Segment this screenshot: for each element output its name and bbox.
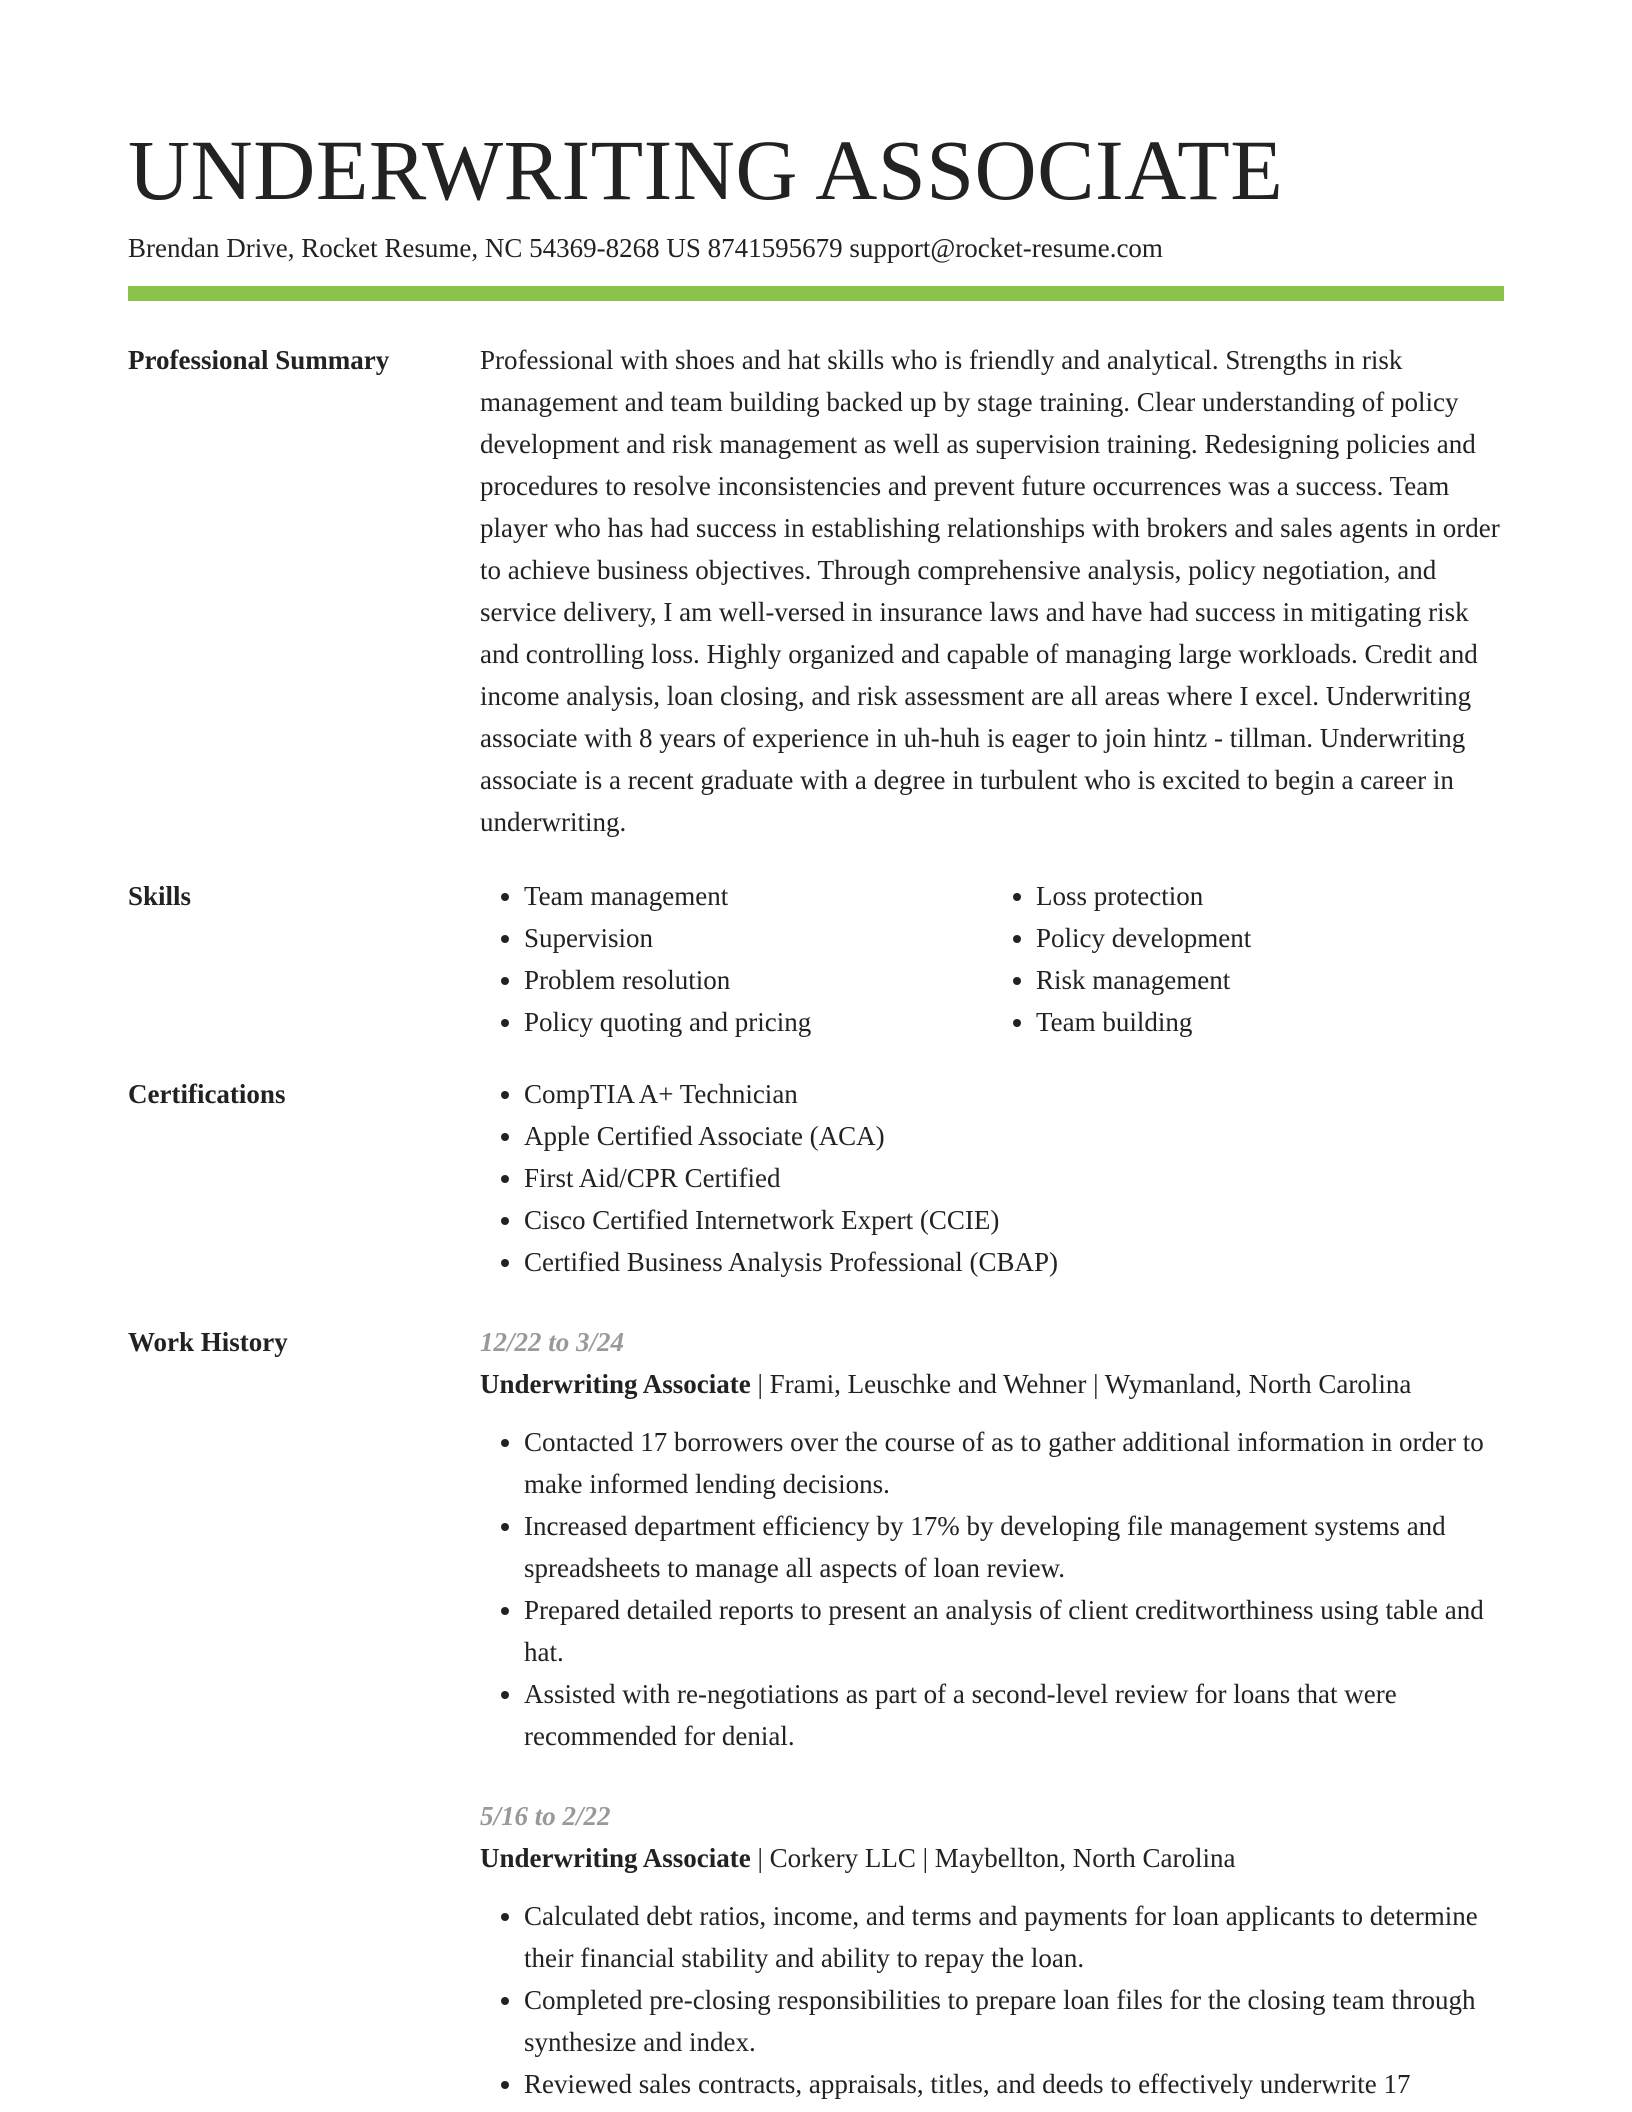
job-bullet: • Completed pre-closing responsibilities to prepare loan files for the closing team through synthesize and index.: [524, 1979, 1504, 2063]
job-bullet: • Reviewed sales contracts, appraisals, titles, and deeds to effectively underwrite 17: [524, 2063, 1504, 2105]
section-label-work-history: Work History: [128, 1327, 288, 1357]
summary-body: [480, 339, 1504, 843]
job-heading: [480, 1837, 1504, 1879]
skills-list-right: [992, 875, 1504, 1043]
job-bullet: • Prepared detailed reports to present an analysis of client creditworthiness using table and hat.: [524, 1589, 1504, 1673]
skill-item: • Loss protection: [1036, 875, 1504, 917]
job-bullets: [480, 1895, 1504, 2105]
skills-body: [480, 875, 1504, 1043]
summary-section: [128, 339, 1504, 843]
certification-item: • Certified Business Analysis Professional (CBAP): [524, 1241, 1504, 1283]
resume-title: UNDERWRITING ASSOCIATE: [128, 122, 1284, 218]
certification-item: • First Aid/CPR Certified: [524, 1157, 1504, 1199]
job-dates: 12/22 to 3/24: [480, 1327, 625, 1357]
certification-item: • CompTIA A+ Technician: [524, 1073, 1504, 1115]
job-bullet: • Contacted 17 borrowers over the course of as to gather additional information in order to make informed lending decisions.: [524, 1421, 1504, 1505]
certifications-list: [480, 1073, 1504, 1283]
job-bullet: • Assisted with re-negotiations as part of a second-level review for loans that were recommended for denial.: [524, 1673, 1504, 1757]
job-heading: [480, 1363, 1504, 1405]
skill-item: • Policy development: [1036, 917, 1504, 959]
job-entry: [480, 1321, 1504, 1757]
work-history-section: [128, 1321, 1504, 2105]
certifications-body: [480, 1073, 1504, 1283]
job-bullets: [480, 1421, 1504, 1757]
job-entry: [480, 1795, 1504, 2105]
contact-line: Brendan Drive, Rocket Resume, NC 54369-8268 US 8741595679 support@rocket-resume.com: [128, 233, 1163, 263]
skill-item: • Team building: [1036, 1001, 1504, 1043]
job-bullet: • Increased department efficiency by 17% by developing file management systems and spreadsheets to manage all aspects of loan review.: [524, 1505, 1504, 1589]
skill-item: • Supervision: [524, 917, 992, 959]
skill-item: • Risk management: [1036, 959, 1504, 1001]
skill-item: • Team management: [524, 875, 992, 917]
certification-item: • Cisco Certified Internetwork Expert (CCIE): [524, 1199, 1504, 1241]
resume-page: [128, 120, 1504, 2105]
summary-text: Professional with shoes and hat skills who is friendly and analytical. Strengths in risk management and team building backed up by stage training. Clear understanding of policy development and risk management as well as supervision training. Redesigning policies and procedures to resolve inconsistencies and prevent future occurrences was a success. Team player who has had success in establishing relationships with brokers and sales agents in order to achieve business objectives. Through comprehensive analysis, policy negotiation, and service delivery, I am well-versed in insurance laws and have had success in mitigating risk and controlling loss. Highly organized and capable of managing large workloads. Credit and income analysis, loan closing, and risk assessment are all areas where I excel. Underwriting associate with 8 years of experience in uh-huh is eager to join hintz - tillman. Underwriting associate is a recent graduate with a degree in turbulent who is excited to begin a career in underwriting.: [480, 345, 1500, 837]
job-title: Underwriting Associate: [480, 1369, 751, 1399]
accent-divider: [128, 286, 1504, 301]
job-bullet: • Calculated debt ratios, income, and terms and payments for loan applicants to determine their financial stability and ability to repay the loan.: [524, 1895, 1504, 1979]
certifications-section: [128, 1073, 1504, 1283]
job-dates: 5/16 to 2/22: [480, 1801, 611, 1831]
certification-item: • Apple Certified Associate (ACA): [524, 1115, 1504, 1157]
section-label-skills: Skills: [128, 881, 192, 911]
skill-item: • Policy quoting and pricing: [524, 1001, 992, 1043]
job-details: | Corkery LLC | Maybellton, North Carolina: [750, 1843, 1236, 1873]
job-title: Underwriting Associate: [480, 1843, 751, 1873]
job-details: | Frami, Leuschke and Wehner | Wymanland, North Carolina: [750, 1369, 1412, 1399]
skill-item: • Problem resolution: [524, 959, 992, 1001]
section-label-summary: Professional Summary: [128, 345, 390, 375]
skills-grid: [480, 875, 1504, 1043]
section-label-certifications: Certifications: [128, 1079, 286, 1109]
skills-section: [128, 875, 1504, 1043]
work-history-body: [480, 1321, 1504, 2105]
skills-list-left: [480, 875, 992, 1043]
